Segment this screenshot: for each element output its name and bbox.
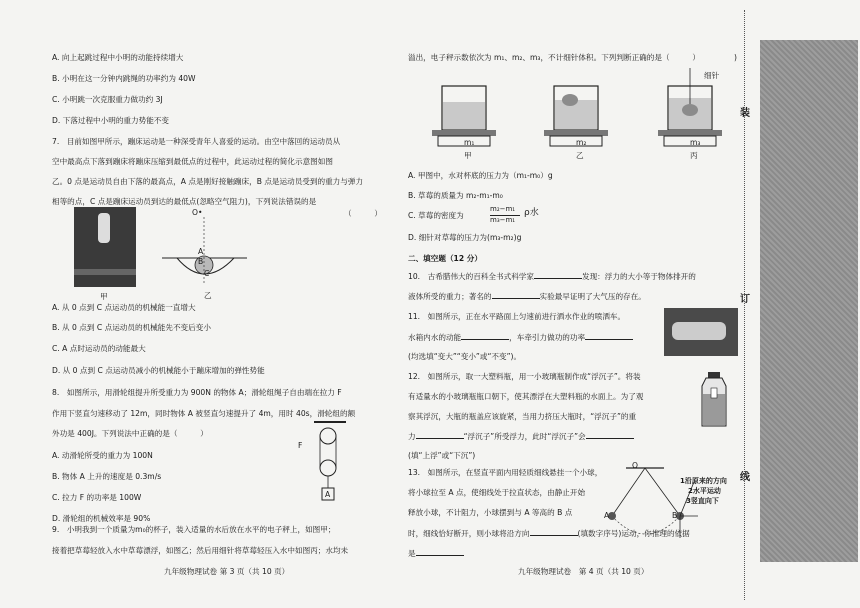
- q7-line-2: 空中最高点下落到蹦床将蹦床压缩到最低点的过程中，此运动过程的简化示意图如图: [52, 157, 333, 166]
- fig7-label-jia: 甲: [100, 292, 108, 301]
- q10-blank-2[interactable]: [492, 290, 540, 299]
- binding-label-xian: 线: [740, 472, 750, 483]
- q10-text-c: 液体所受的重力；著名的: [408, 292, 492, 301]
- fig7-label-b: B: [198, 257, 204, 266]
- fig13-label-a: A: [604, 511, 610, 520]
- q13-text-c: 是: [408, 549, 416, 558]
- pulley-label-a: A: [325, 490, 331, 499]
- q12-blank-2[interactable]: [586, 430, 634, 439]
- q8-line-2: 作用下竖直匀速移动了 12m，同时物体 A 被竖直匀速提升了 4m，用时 40s，滑轮组的额: [52, 409, 356, 418]
- q7-option-a: A. 从 0 点到 C 点运动员的机械能一直增大: [52, 303, 196, 312]
- section-2-heading: 二、填空题（12 分）: [408, 254, 482, 263]
- q9-line-1: 9. 小明我到一个质量为m₀的杯子，装入适量的水后放在水平的电子秤上，如图甲；: [52, 525, 336, 534]
- pulley-label-f: F: [298, 441, 303, 450]
- q9-answer-paren-close: ): [734, 53, 737, 62]
- trampoline-diagram: [152, 205, 262, 300]
- q8-line-1: 8. 如图所示，用滑轮组提升所受重力为 900N 的物体 A；滑轮组绳子自由端在拉力 F: [52, 388, 342, 397]
- q10-line-1: [408, 270, 696, 282]
- fig7-label-yi: 乙: [204, 291, 212, 300]
- q9-option-d: D. 细针对草莓的压力为(m₃-m₂)g: [408, 233, 522, 242]
- q8-line-3: 外功是 400J。下列说法中正确的是（ ）: [52, 429, 208, 438]
- binding-dotted-line: [744, 10, 745, 600]
- fig13-label-b: B: [672, 511, 678, 520]
- q8-option-c: C. 拉力 F 的功率是 100W: [52, 493, 142, 502]
- q10-line-2: [408, 290, 646, 302]
- q12-line-3: 察其浮沉，大瓶的瓶盖应该旋紧，当用力挤压大瓶时，“浮沉子”的重: [408, 412, 637, 421]
- q7-line-3: 乙。0 点是运动员自由下落的最高点，A 点是刚好接触蹦床，B 点是运动员受到的重力与弹力: [52, 177, 364, 186]
- fig9-label-yi: 乙: [576, 151, 584, 160]
- q10-text-d: 实验最早证明了大气压的存在。: [539, 292, 646, 301]
- fig13-label-o: O: [632, 461, 638, 470]
- q13-line-2: 将小球拉至 A 点，使细线处于拉直状态，由静止开始: [408, 488, 586, 497]
- q10-blank-1[interactable]: [534, 270, 582, 279]
- q7-option-c: C. A 点时运动员的动能最大: [52, 344, 146, 353]
- q12-text-b: “浮沉子”所受浮力，此时“浮沉子”会: [463, 432, 586, 441]
- q10-text-a: 10. 古希腊伟大的百科全书式科学家: [408, 272, 534, 281]
- q9-option-c-prefix: C. 草莓的密度为: [408, 211, 464, 220]
- cartesian-diver-bottle: [700, 372, 730, 428]
- fig9-label-m3: m₃: [690, 138, 701, 147]
- q8-option-b: B. 物体 A 上升的速度是 0.3m/s: [52, 472, 162, 481]
- q9-option-a: A. 甲图中，水对杯底的压力为（m₁-m₀）g: [408, 171, 553, 180]
- fig9-label-jia: 甲: [464, 151, 472, 160]
- q11-blank-1[interactable]: [461, 331, 509, 340]
- q13-line-1: 13. 如图所示，在竖直平面内用轻质细线悬挂一个小球，: [408, 468, 603, 477]
- q13-line-3: 释放小球，不计阻力，小球摆到与 A 等高的 B 点: [408, 508, 573, 517]
- fig13-option-2: 2水平运动: [688, 487, 721, 495]
- scanned-gray-margin: [760, 40, 858, 562]
- q8-option-d: D. 滑轮组的机械效率是 90%: [52, 514, 151, 523]
- fig9-label-m1: m₁: [464, 138, 475, 147]
- q6-option-b: B. 小明在这一分钟内跳绳的功率约为 40W: [52, 74, 196, 83]
- q6-option-c: C. 小明跳一次克服重力做功约 3J: [52, 95, 163, 104]
- q9-option-c-denominator: m₃−m₁: [490, 216, 516, 224]
- q7-option-b: B. 从 0 点到 C 点运动员的机械能先不变后变小: [52, 323, 211, 332]
- sprinkler-truck-photo: [664, 308, 738, 356]
- q7-line-4: 相等的点，C 点是蹦床运动员到达的最低点(忽略空气阻力)，下列说法错误的是: [52, 197, 317, 206]
- q12-line-4: [408, 430, 634, 442]
- q12-line-1: 12. 如图所示，取一大塑料瓶，用一小玻璃瓶制作成“浮沉子”。将装: [408, 372, 641, 381]
- q6-option-d: D. 下落过程中小明的重力势能不变: [52, 116, 169, 125]
- left-footer: 九年级物理试卷 第 3 页（共 10 页）: [164, 567, 290, 576]
- q11-text-b: ，车牵引力做功的功率: [509, 333, 586, 342]
- q7-line-1: 7. 目前如图甲所示，蹦床运动是一种深受青年人喜爱的运动。由空中落回的运动员从: [52, 137, 341, 146]
- q13-line-5: [408, 547, 464, 559]
- q11-line-3: (均选填“变大”“变小”或“不变”)。: [408, 352, 522, 361]
- fig9-label-needle: 细针: [704, 71, 720, 80]
- q9-line-3: 溢出，电子秤示数依次为 m₁、m₂、m₃，不计细针体积。下列判断正确的是（ ）: [408, 53, 700, 62]
- fig13-option-3: 3竖直向下: [686, 497, 719, 505]
- q6-option-a: A. 向上起跳过程中小明的动能持续增大: [52, 53, 184, 62]
- binding-label-zhuang: 装: [740, 108, 750, 119]
- q12-line-5: (填“上浮”或“下沉”): [408, 451, 476, 460]
- fig7-label-a: A: [198, 247, 204, 256]
- q10-text-b: 发现：浮力的大小等于物体排开的: [581, 272, 696, 281]
- q9-option-b: B. 草莓的质量为 m₂-m₁-m₀: [408, 191, 503, 200]
- q13-blank-2[interactable]: [416, 547, 464, 556]
- q11-line-1: 11. 如图所示，正在水平路面上匀速前进行洒水作业的喷洒车。: [408, 312, 626, 321]
- q12-blank-1[interactable]: [416, 430, 464, 439]
- q11-line-2: [408, 331, 633, 343]
- q12-text-a: 力: [408, 432, 416, 441]
- q8-option-a: A. 动滑轮所受的重力为 100N: [52, 451, 153, 460]
- q7-answer-paren: （ ）: [344, 209, 382, 218]
- q11-blank-2[interactable]: [585, 331, 633, 340]
- binding-label-ding: 订: [740, 294, 750, 305]
- q9-line-2: 接着把草莓轻放入水中草莓漂浮，如图乙；然后用细针将草莓轻压入水中如图丙；水均未: [52, 546, 349, 555]
- trampoline-photo: [74, 207, 136, 287]
- fig13-option-1: 1沿原来的方向: [680, 477, 727, 485]
- q12-line-2: 有适量水的小玻璃瓶瓶口朝下，使其漂浮在大塑料瓶的水面上。为了观: [408, 392, 644, 401]
- q9-option-c-numerator: m₂−m₁: [490, 205, 516, 213]
- right-footer: 九年级物理试卷 第 4 页（共 10 页）: [518, 567, 649, 576]
- fig7-label-c: C: [204, 269, 210, 278]
- q11-text-a: 水箱内水的动能: [408, 333, 462, 342]
- q9-option-c-rho: ρ水: [524, 208, 539, 218]
- fig9-label-bing: 丙: [690, 151, 698, 160]
- fig9-label-m2: m₂: [576, 138, 587, 147]
- q13-text-b: (填数字序号)运动，你推理的依据: [577, 529, 690, 538]
- q7-option-d: D. 从 0 点到 C 点运动员减小的机械能小于蹦床增加的弹性势能: [52, 366, 265, 375]
- fig7-label-o: O•: [192, 208, 203, 217]
- q13-blank-1[interactable]: [530, 527, 578, 536]
- q13-text-a: 时，细线恰好断开，则小球将沿方向: [408, 529, 530, 538]
